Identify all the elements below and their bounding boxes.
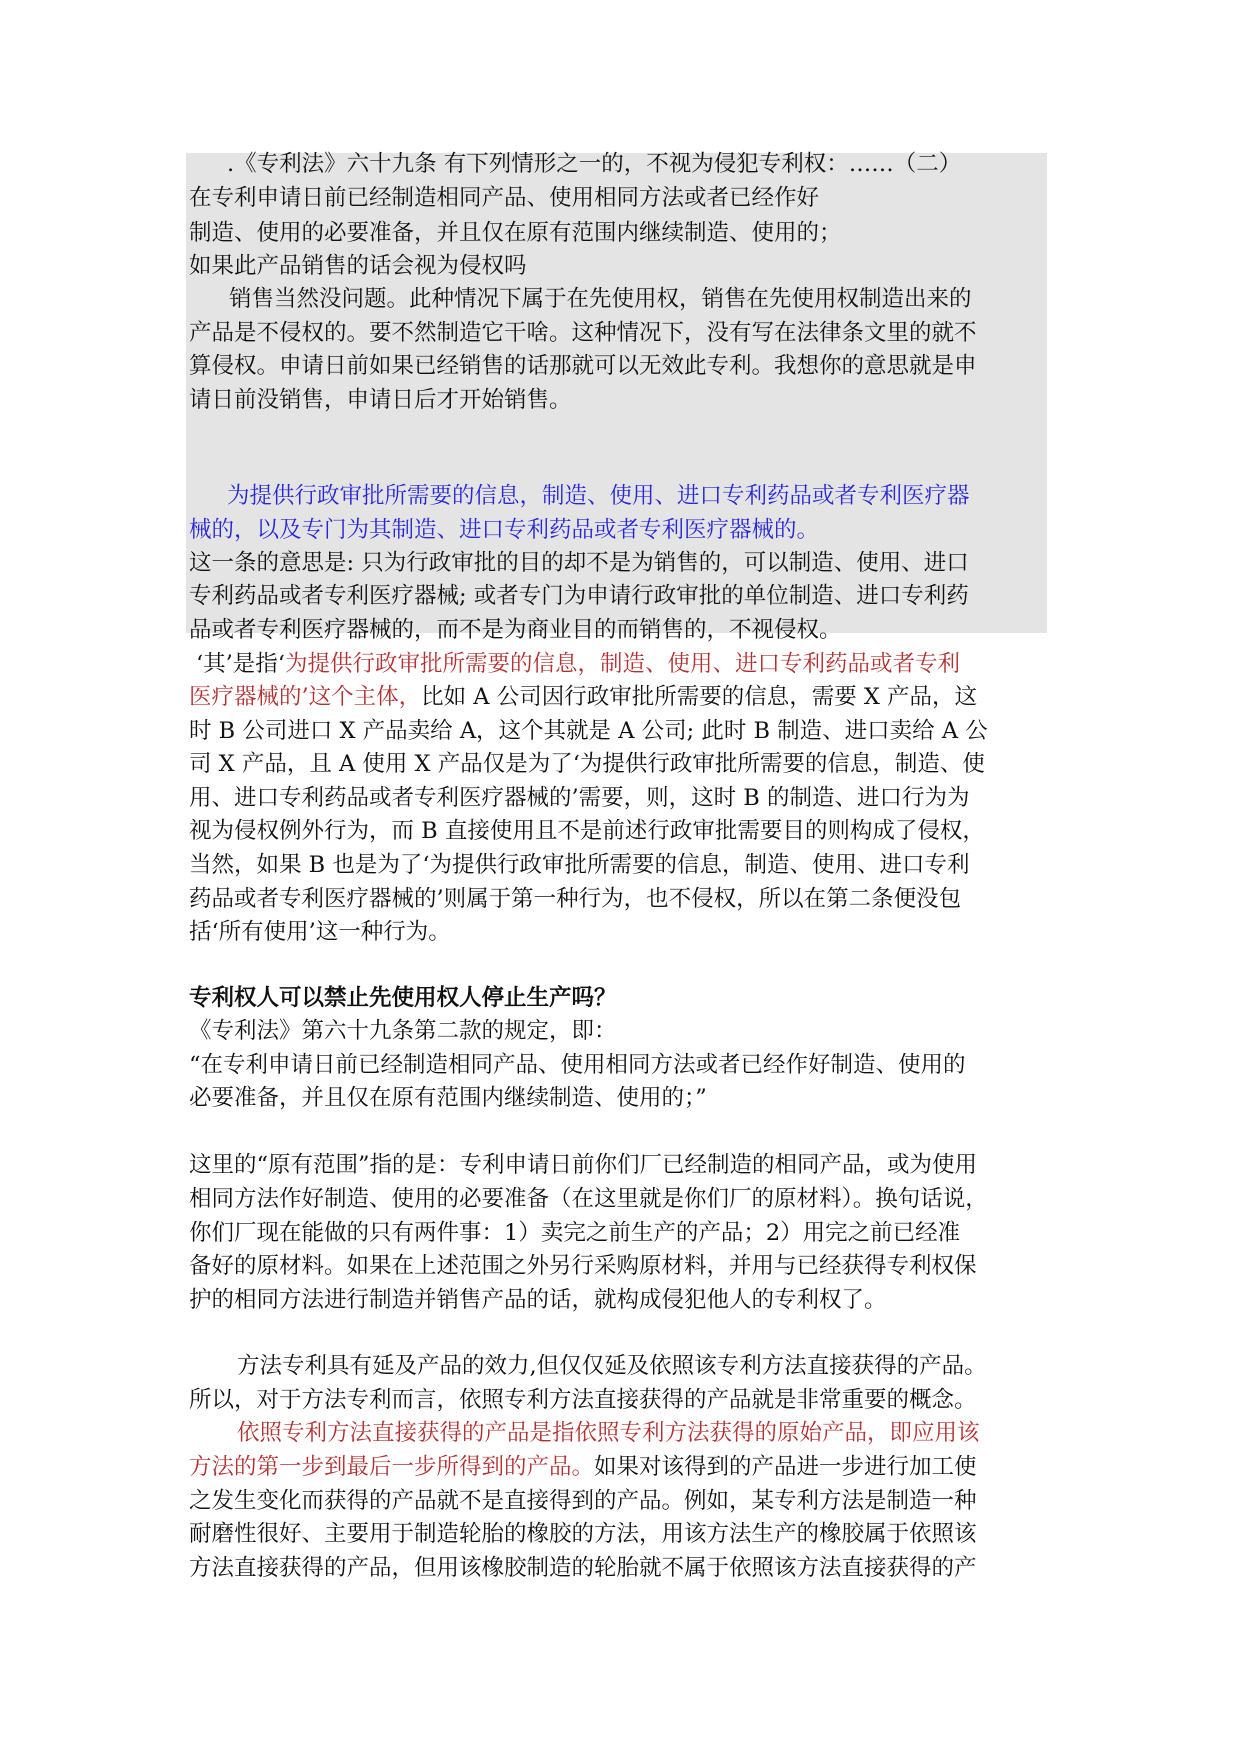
- qi-line-2: [189, 682, 977, 712]
- qi-line: 司 X 产品，且 A 使用 X 产品仅是为了‘为提供行政审批所需要的信息，制造、使: [189, 751, 985, 777]
- method-line: 方法专利具有延及产品的效力,但仅仅延及依照该专利方法直接获得的产品。: [237, 1353, 987, 1379]
- qi-red-text: 医疗器械的’这个主体，: [189, 684, 422, 710]
- law-quote-line: “在专利申请日前已经制造相同产品、使用相同方法或者已经作好制造、使用的: [189, 1052, 966, 1078]
- scope-line: 备好的原材料。如果在上述范围之外另行采购原材料，并用与已经获得专利权保: [189, 1253, 977, 1279]
- qi-red-text: 为提供行政审批所需要的信息，制造、使用、进口专利药品或者专利: [284, 651, 960, 677]
- method-text: 如果对该得到的产品进一步进行加工使: [594, 1454, 977, 1480]
- explain-line: 品或者专利医疗器械的，而不是为商业目的而销售的，不视侵权。: [189, 617, 842, 643]
- method-red-text: 方法的第一步到最后一步所得到的产品。: [189, 1454, 595, 1480]
- qi-line: 时 B 公司进口 X 产品卖给 A，这个其就是 A 公司; 此时 B 制造、进口卖给 A 公: [189, 718, 988, 744]
- answer-line: 算侵权。申请日前如果已经销售的话那就可以无效此专利。我想你的意思就是申: [189, 353, 977, 379]
- law-quote-line: 《专利法》第六十九条第二款的规定，即：: [189, 1018, 617, 1044]
- qi-text: 比如 A 公司因行政审批所需要的信息，需要 X 产品，这: [421, 684, 978, 710]
- question-line: 制造、使用的必要准备，并且仅在原有范围内继续制造、使用的；: [189, 220, 842, 246]
- scope-line: 这里的“原有范围”指的是：专利申请日前你们厂已经制造的相同产品，或为使用: [189, 1152, 978, 1178]
- method-red-line: 依照专利方法直接获得的产品是指依照专利方法获得的原始产品，即应用该: [237, 1420, 980, 1446]
- explain-line: 这一条的意思是: 只为行政审批的目的却不是为销售的，可以制造、使用、进口: [189, 550, 969, 576]
- explain-line: 专利药品或者专利医疗器械; 或者专门为申请行政审批的单位制造、进口专利药: [189, 583, 969, 609]
- question-line: 在专利申请日前已经制造相同产品、使用相同方法或者已经作好: [189, 185, 820, 211]
- qi-prefix: ‘其’是指‘: [196, 651, 285, 677]
- method-line: 方法直接获得的产品，但用该橡胶制造的轮胎就不属于依照该方法直接获得的产: [189, 1555, 977, 1581]
- qi-line: 药品或者专利医疗器械的’则属于第一种行为，也不侵权，所以在第二条便没包: [189, 886, 962, 912]
- answer-line: 销售当然没问题。此种情况下属于在先使用权，销售在先使用权制造出来的: [229, 286, 972, 312]
- qi-line-1: [196, 649, 960, 679]
- section-heading: 专利权人可以禁止先使用权人停止生产吗？: [189, 985, 617, 1011]
- method-line: 之发生变化而获得的产品就不是直接得到的产品。例如，某专利方法是制造一种: [189, 1488, 977, 1514]
- qi-line: 当然，如果 B 也是为了‘为提供行政审批所需要的信息，制造、使用、进口专利: [189, 852, 970, 878]
- qi-line: 括‘所有使用’这一种行为。: [189, 919, 451, 945]
- law-clause-line: 械的，以及专门为其制造、进口专利药品或者专利医疗器械的。: [189, 517, 820, 543]
- qi-line: 用、进口专利药品或者专利医疗器械的’需要，则，这时 B 的制造、进口行为为: [189, 785, 970, 811]
- method-line: 所以，对于方法专利而言，依照专利方法直接获得的产品就是非常重要的概念。: [189, 1387, 977, 1413]
- scope-line: 你们厂现在能做的只有两件事：1）卖完之前生产的产品；2）用完之前已经准: [189, 1220, 961, 1246]
- law-quote-line: 必要准备，并且仅在原有范围内继续制造、使用的；”: [189, 1085, 707, 1111]
- answer-line: 请日前没销售，申请日后才开始销售。: [189, 387, 572, 413]
- scope-line: 护的相同方法进行制造并销售产品的话，就构成侵犯他人的专利权了。: [189, 1287, 887, 1313]
- method-line: 耐磨性很好、主要用于制造轮胎的橡胶的方法，用该方法生产的橡胶属于依照该: [189, 1521, 977, 1547]
- scope-line: 相同方法作好制造、使用的必要准备（在这里就是你们厂的原材料）。换句话说，: [189, 1186, 988, 1212]
- qi-line: 视为侵权例外行为，而 B 直接使用且不是前述行政审批需要目的则构成了侵权，: [189, 818, 985, 844]
- method-mixed-line: [189, 1452, 977, 1482]
- law-clause-line: 为提供行政审批所需要的信息，制造、使用、进口专利药品或者专利医疗器: [227, 483, 970, 509]
- question-line: .《专利法》六十九条 有下列情形之一的，不视为侵犯专利权：……（二）: [227, 151, 962, 177]
- question-line: 如果此产品销售的话会视为侵权吗: [189, 253, 527, 279]
- answer-line: 产品是不侵权的。要不然制造它干啥。这种情况下，没有写在法律条文里的就不: [189, 320, 977, 346]
